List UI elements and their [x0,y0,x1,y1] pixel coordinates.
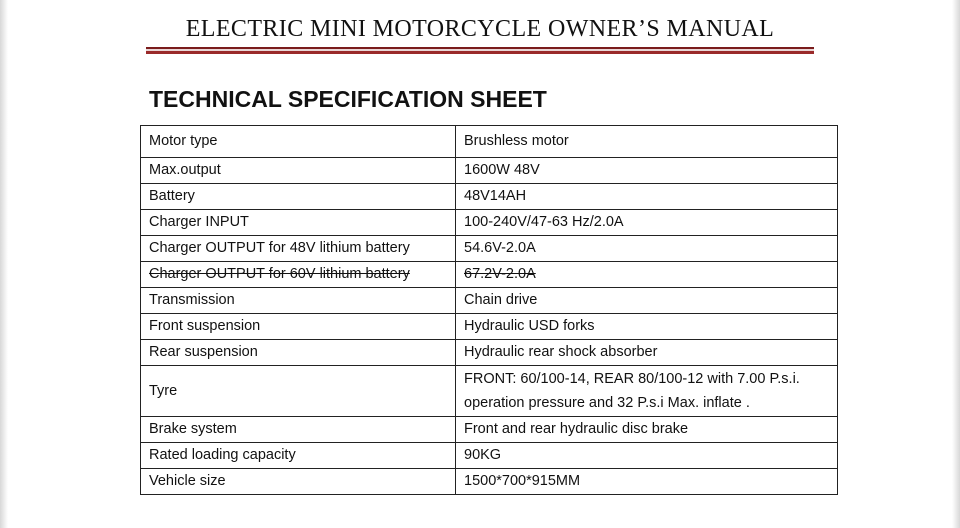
table-row [141,158,838,184]
spec-value: 1500*700*915MM [456,469,838,495]
table-row [141,340,838,366]
spec-value: Brushless motor [456,126,838,158]
spec-label: Charger INPUT [141,210,456,236]
table-row [141,184,838,210]
spec-value: Hydraulic rear shock absorber [456,340,838,366]
spec-value [456,366,838,417]
spec-table [140,125,838,495]
spec-value: 100-240V/47-63 Hz/2.0A [456,210,838,236]
table-row [141,469,838,495]
table-row [141,288,838,314]
spec-value [456,262,838,288]
spec-value: 90KG [456,443,838,469]
spec-label: Rated loading capacity [141,443,456,469]
table-row [141,443,838,469]
table-row [141,236,838,262]
table-row [141,314,838,340]
spec-label: Rear suspension [141,340,456,366]
spec-label: Charger OUTPUT for 48V lithium battery [141,236,456,262]
spec-value: Chain drive [456,288,838,314]
spec-value: Hydraulic USD forks [456,314,838,340]
spec-label: Motor type [141,126,456,158]
spec-value: Front and rear hydraulic disc brake [456,417,838,443]
spec-label: Vehicle size [141,469,456,495]
table-row [141,210,838,236]
spec-value: 1600W 48V [456,158,838,184]
spec-label: Front suspension [141,314,456,340]
spec-label [141,262,456,288]
spec-value-line: FRONT: 60/100-14, REAR 80/100-12 with 7.00 P.s.i. [464,371,800,387]
spec-value: 54.6V-2.0A [456,236,838,262]
spec-label: Brake system [141,417,456,443]
spec-value-line: operation pressure and 32 P.s.i Max. inflate . [464,395,750,411]
table-row-struck [141,262,838,288]
manual-title: ELECTRIC MINI MOTORCYCLE OWNER’S MANUAL [185,16,775,42]
spec-label: Tyre [141,366,456,417]
spec-sheet-heading: TECHNICAL SPECIFICATION SHEET [149,86,547,112]
title-underline [146,47,814,54]
table-row [141,417,838,443]
spec-value: 48V14AH [456,184,838,210]
spec-label: Transmission [141,288,456,314]
struck-value: 67.2V-2.0A [464,266,536,282]
spec-label: Max.output [141,158,456,184]
spec-label: Battery [141,184,456,210]
page-edge-left [0,0,8,528]
table-row [141,366,838,417]
table-row [141,126,838,158]
page-edge-right [952,0,960,528]
struck-label: Charger OUTPUT for 60V lithium battery [149,266,410,282]
